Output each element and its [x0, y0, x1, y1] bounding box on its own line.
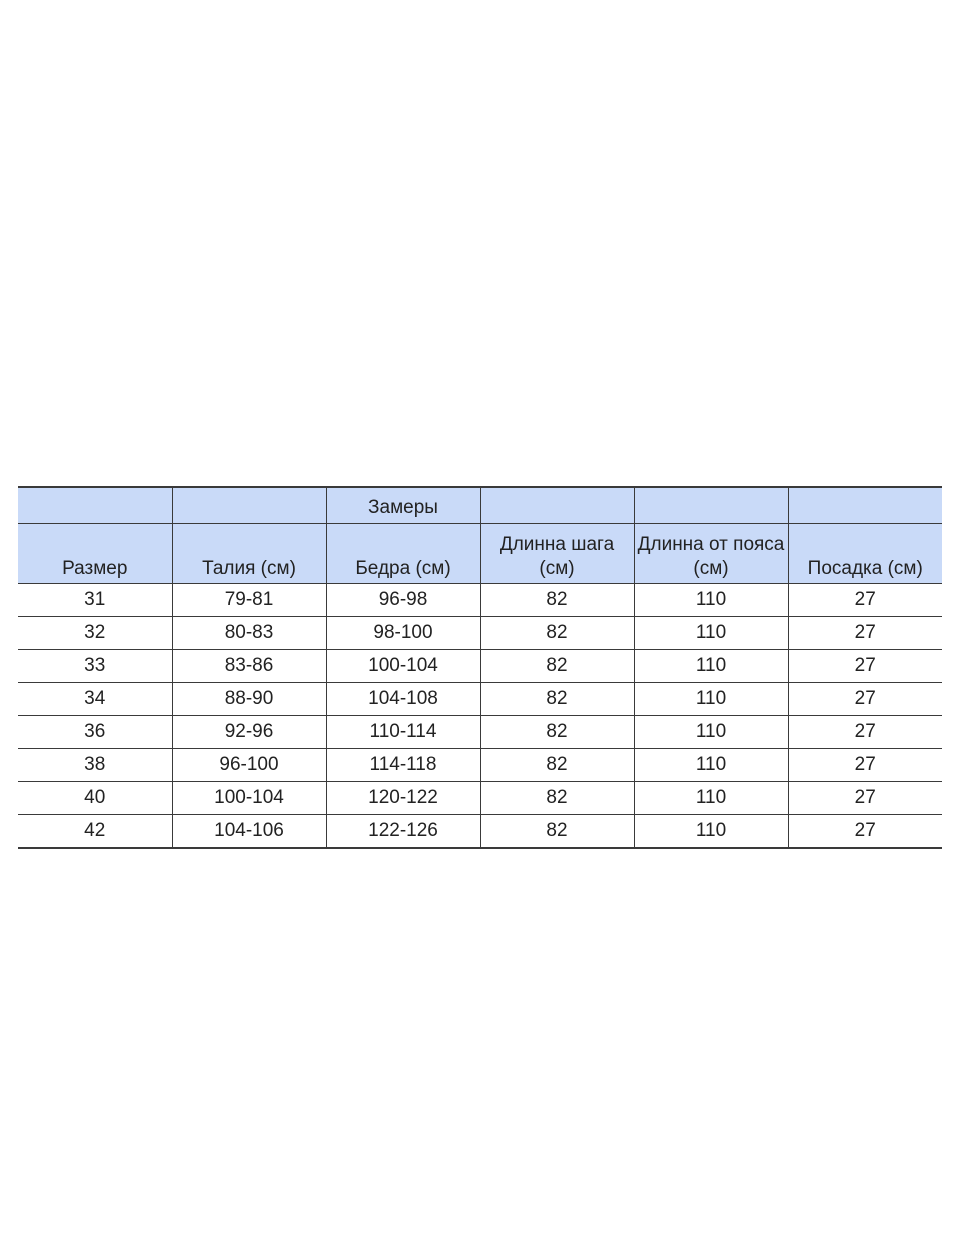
table-cell: 88-90 [172, 683, 326, 716]
column-header-rise: Посадка (см) [788, 524, 942, 584]
table-cell: 104-108 [326, 683, 480, 716]
table-cell: 114-118 [326, 749, 480, 782]
group-header-cell [634, 487, 788, 524]
group-header-cell [18, 487, 172, 524]
table-cell: 83-86 [172, 650, 326, 683]
table-cell: 104-106 [172, 815, 326, 849]
table-row [18, 782, 942, 815]
table-cell: 98-100 [326, 617, 480, 650]
table-row [18, 650, 942, 683]
group-header-cell [788, 487, 942, 524]
table-cell: 27 [788, 584, 942, 617]
table-row [18, 749, 942, 782]
table-cell: 96-100 [172, 749, 326, 782]
group-header-measurements: Замеры [326, 487, 480, 524]
table-cell: 82 [480, 782, 634, 815]
table-cell: 82 [480, 716, 634, 749]
table-cell: 27 [788, 683, 942, 716]
table-cell: 27 [788, 617, 942, 650]
table-row [18, 683, 942, 716]
table-cell: 33 [18, 650, 172, 683]
table-cell: 38 [18, 749, 172, 782]
table-cell: 82 [480, 650, 634, 683]
table-cell: 27 [788, 716, 942, 749]
table-cell: 34 [18, 683, 172, 716]
table-cell: 110 [634, 782, 788, 815]
table-cell: 110 [634, 749, 788, 782]
column-header-row [18, 524, 942, 584]
table-cell: 40 [18, 782, 172, 815]
table-cell: 27 [788, 749, 942, 782]
table-row [18, 584, 942, 617]
column-header-size: Размер [18, 524, 172, 584]
table-row [18, 716, 942, 749]
table-cell: 110 [634, 716, 788, 749]
table-cell: 82 [480, 815, 634, 849]
table-cell: 42 [18, 815, 172, 849]
table-cell: 27 [788, 650, 942, 683]
column-header-inseam: Длинна шага (см) [480, 524, 634, 584]
table-cell: 110 [634, 815, 788, 849]
table-cell: 96-98 [326, 584, 480, 617]
table-cell: 100-104 [172, 782, 326, 815]
table-cell: 79-81 [172, 584, 326, 617]
group-header-cell [480, 487, 634, 524]
table-cell: 100-104 [326, 650, 480, 683]
group-header-row [18, 487, 942, 524]
table-cell: 31 [18, 584, 172, 617]
table-row [18, 815, 942, 849]
table-cell: 110-114 [326, 716, 480, 749]
table-cell: 82 [480, 617, 634, 650]
column-header-hips: Бедра (см) [326, 524, 480, 584]
table-cell: 92-96 [172, 716, 326, 749]
size-chart-table [18, 486, 942, 849]
table-cell: 110 [634, 683, 788, 716]
table-cell: 122-126 [326, 815, 480, 849]
table-cell: 82 [480, 749, 634, 782]
table-cell: 32 [18, 617, 172, 650]
column-header-length: Длинна от пояса (см) [634, 524, 788, 584]
table-row [18, 617, 942, 650]
table-cell: 36 [18, 716, 172, 749]
table-cell: 82 [480, 683, 634, 716]
table-cell: 80-83 [172, 617, 326, 650]
table-cell: 110 [634, 650, 788, 683]
table-cell: 27 [788, 815, 942, 849]
column-header-waist: Талия (см) [172, 524, 326, 584]
table-cell: 82 [480, 584, 634, 617]
table-cell: 110 [634, 617, 788, 650]
table-cell: 27 [788, 782, 942, 815]
table-cell: 110 [634, 584, 788, 617]
group-header-cell [172, 487, 326, 524]
table-cell: 120-122 [326, 782, 480, 815]
